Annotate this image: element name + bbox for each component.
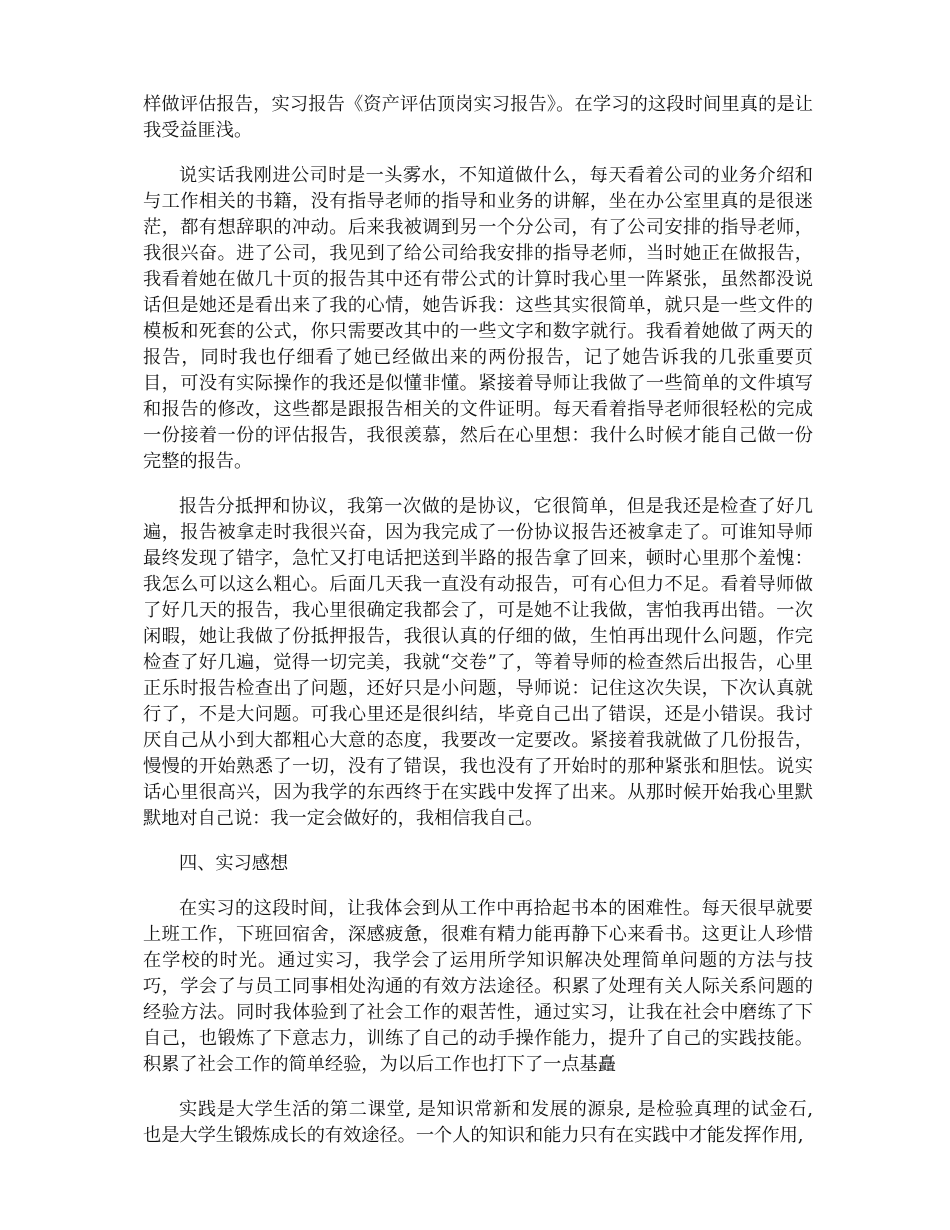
paragraph-report-experience: 报告分抵押和协议，我第一次做的是协议，它很简单，但是我还是检查了好几遍，报告被拿走时我很兴奋，因为我完成了一份协议报告还被拿走了。可谁知导师最终发现了错字，急忙又打电话把送到半路的报告拿了回来，顿时心里那个羞愧：我怎么可以这么粗心。后面几天我一直没有动报告，可有心但力不足。看着导师做了好几天的报告，我心里很确定我都会了，可是她不让我做，害怕我再出错。一次闲暇，她让我做了份抵押报告，我很认真的仔细的做，生怕再出现什么问题，作完检查了好几遍，觉得一切完美，我就“交卷”了，等着导师的检查然后出报告，心里正乐时报告检查出了问题，还好只是小问题，导师说：记住这次失误，下次认真就行了，不是大问题。可我心里还是很纠结，毕竟自己出了错误，还是小错误。我讨厌自己从小到大都粗心大意的态度，我要改一定要改。紧接着我就做了几份报告，慢慢的开始熟悉了一切，没有了错误，我也没有了开始时的那种紧张和胆怯。说实话心里很高兴，因为我学的东西终于在实践中发挥了出来。从那时候开始我心里默默地对自己说：我一定会做好的，我相信我自己。 — [143, 496, 813, 829]
paragraph-continuation: 样做评估报告，实习报告《资产评估顶岗实习报告》。在学习的这段时间里真的是让我受益匪浅。 — [143, 94, 813, 141]
section-heading-internship-reflections: 四、实习感想 — [179, 853, 289, 874]
document-body — [143, 92, 813, 1168]
paragraph-first-impressions: 说实话我刚进公司时是一头雾水，不知道做什么，每天看着公司的业务介绍和与工作相关的书籍，没有指导老师的指导和业务的讲解，坐在办公室里真的是很迷茫，都有想辞职的冲动。后来我被调到另一个分公司，有了公司安排的指导老师，我很兴奋。进了公司，我见到了给公司给我安排的指导老师，当时她正在做报告，我看着她在做几十页的报告其中还有带公式的计算时我心里一阵紧张，虽然都没说话但是她还是看出来了我的心情，她告诉我：这些其实很简单，就只是一些文件的模板和死套的公式，你只需要改其中的一些文字和数字就行。我看着她做了两天的报告，同时我也仔细看了她已经做出来的两份报告，记了她告诉我的几张重要页目，可没有实际操作的我还是似懂非懂。紧接着导师让我做了一些简单的文件填写和报告的修改，这些都是跟报告相关的文件证明。每天看着指导老师很轻松的完成一份接着一份的评估报告，我很羡慕，然后在心里想：我什么时候才能自己做一份完整的报告。 — [143, 165, 813, 472]
paragraph-reflections: 在实习的这段时间，让我体会到从工作中再拾起书本的困难性。每天很早就要上班工作，下班回宿舍，深感疲惫，很难有精力能再静下心来看书。这更让人珍惜在学校的时光。通过实习，我学会了运用所学知识解决处理简单问题的方法与技巧，学会了与员工同事相处沟通的有效方法途径。积累了处理有关人际关系问题的经验方法。同时我体验到了社会工作的艰苦性，通过实习，让我在社会中磨练了下自己，也锻炼了下意志力，训练了自己的动手操作能力，提升了自己的实践技能。积累了社会工作的简单经验，为以后工作也打下了一点基矗 — [143, 898, 813, 1075]
paragraph-practice: 实践是大学生活的第二课堂, 是知识常新和发展的源泉, 是检验真理的试金石, 也是大学生锻炼成长的有效途径。一个人的知识和能力只有在实践中才能发挥作用, — [143, 1099, 813, 1146]
